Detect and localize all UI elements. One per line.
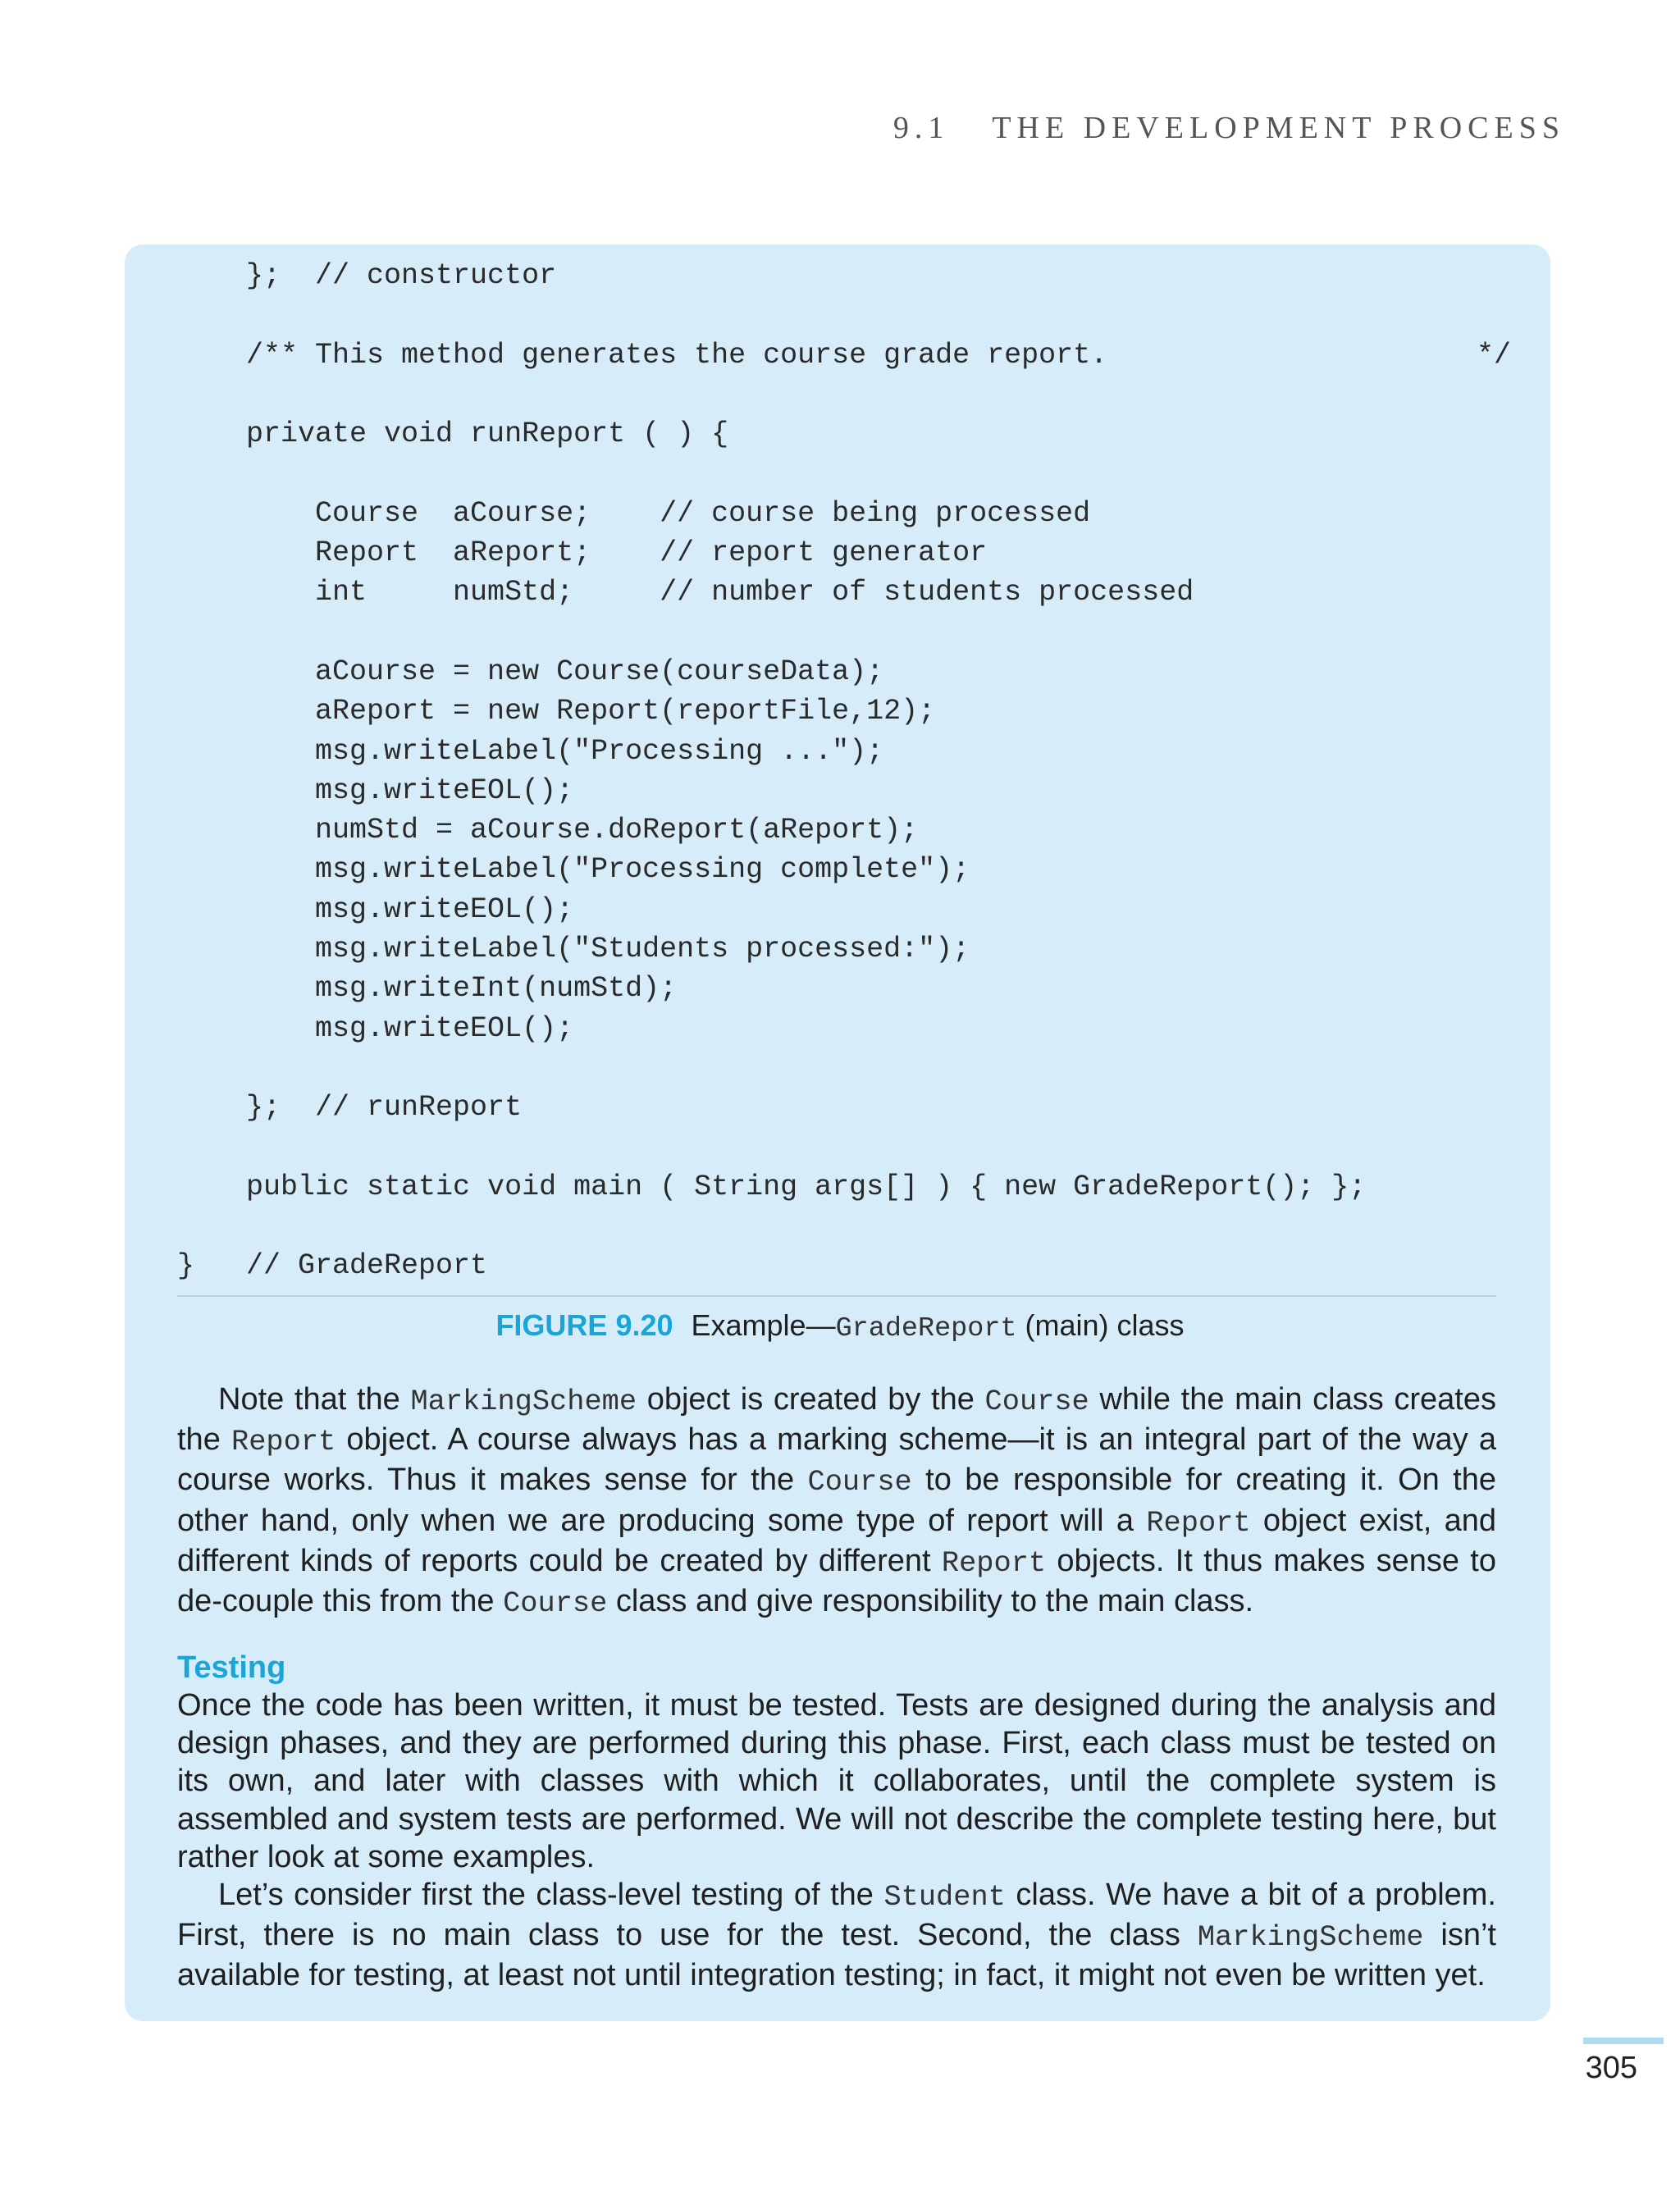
text-run: Note that the xyxy=(218,1382,411,1417)
inline-code: MarkingScheme xyxy=(410,1385,637,1418)
code-line xyxy=(177,1246,1511,1285)
code-line-text: }; // constructor xyxy=(177,259,557,292)
paragraph-markingscheme xyxy=(177,1381,1496,1623)
code-listing xyxy=(177,256,1511,1286)
code-line-text: /** This method generates the course grade report. xyxy=(177,338,1108,372)
code-line xyxy=(177,691,1511,731)
code-line xyxy=(177,1128,1511,1167)
code-line-text: private void runReport ( ) { xyxy=(177,418,729,451)
code-line xyxy=(177,1048,1511,1088)
code-line-text: }; // runReport xyxy=(177,1091,523,1125)
paragraph-1 xyxy=(177,1381,1496,1623)
code-line xyxy=(177,613,1511,652)
text-run: isn’t available for testing, at least not until integration testing; in fact, it might not even be written yet. xyxy=(177,1918,1496,1993)
code-line xyxy=(177,850,1511,889)
code-line-text: aCourse = new Course(courseData); xyxy=(177,655,884,688)
inline-code: Report xyxy=(1146,1506,1251,1540)
code-line-text: int numStd; // number of students processed xyxy=(177,576,1194,609)
page-number-bar xyxy=(1583,2038,1664,2044)
code-line xyxy=(177,414,1511,454)
text-run: while the main class creates the xyxy=(177,1382,1496,1458)
text-run: objects. It thus makes sense to de-couple this from the xyxy=(177,1543,1496,1619)
code-line xyxy=(177,771,1511,810)
caption-rule xyxy=(177,1295,1496,1297)
paragraph-3 xyxy=(177,1876,1496,1995)
inline-code: Report xyxy=(231,1426,336,1459)
code-line xyxy=(177,295,1511,335)
figure-caption xyxy=(0,1308,1680,1347)
code-line xyxy=(177,890,1511,929)
section-number: 9.1 xyxy=(892,111,950,145)
section-heading-testing: Testing xyxy=(177,1650,286,1685)
code-line xyxy=(177,810,1511,850)
caption-prefix: Example— xyxy=(691,1308,836,1342)
code-line xyxy=(177,1207,1511,1246)
code-line xyxy=(177,929,1511,969)
code-line xyxy=(177,256,1511,295)
code-line-text: msg.writeInt(numStd); xyxy=(177,972,678,1006)
code-line-text: msg.writeEOL(); xyxy=(177,774,574,807)
figure-label: FIGURE 9.20 xyxy=(495,1308,673,1342)
text-run: class and give responsibility to the main class. xyxy=(607,1584,1254,1619)
code-line-text: msg.writeLabel("Students processed:"); xyxy=(177,933,970,966)
caption-code: GradeReport xyxy=(835,1313,1017,1344)
text-run: object. A course always has a marking scheme—it is an integral part of the way a course works. Thus it makes sense for the xyxy=(177,1422,1496,1498)
text-run: object is created by the xyxy=(637,1382,985,1417)
code-line-text: public static void main ( String args[] ) { new GradeReport(); }; xyxy=(177,1170,1367,1203)
code-line-text: } // GradeReport xyxy=(177,1249,488,1283)
paragraph-testing xyxy=(177,1686,1496,1995)
code-line-text: Course aCourse; // course being processed xyxy=(177,496,1091,530)
code-line xyxy=(177,1088,1511,1127)
caption-suffix: (main) class xyxy=(1016,1308,1185,1342)
code-line xyxy=(177,732,1511,771)
code-line xyxy=(177,533,1511,573)
text-run: Let’s consider first the class-level testing of the xyxy=(218,1878,884,1913)
inline-code: Report xyxy=(941,1546,1047,1580)
text-run: object exist, and different kinds of reports could be created by different xyxy=(177,1503,1496,1578)
code-line xyxy=(177,573,1511,612)
code-line-text: msg.writeEOL(); xyxy=(177,1011,574,1045)
code-line xyxy=(177,1167,1511,1207)
inline-code: Course xyxy=(503,1587,608,1621)
section-title: THE DEVELOPMENT PROCESS xyxy=(992,111,1565,145)
inline-code: Student xyxy=(883,1881,1006,1915)
code-line-text: msg.writeLabel("Processing complete"); xyxy=(177,853,970,887)
code-comment-close: */ xyxy=(1476,338,1511,372)
code-line-text: numStd = aCourse.doReport(aReport); xyxy=(177,814,919,847)
text-run: Once the code has been written, it must be tested. Tests are designed during the analysis and design phases, and they are performed during this phase. First, each class must be tested on its own, and later with classes with which it collaborates, until the complete system is assembled and system tests are performed. We will not describe the complete testing here, but rather look at some examples. xyxy=(177,1688,1496,1874)
code-line-text: msg.writeEOL(); xyxy=(177,892,574,926)
code-line-text: aReport = new Report(reportFile,12); xyxy=(177,695,936,728)
code-line xyxy=(177,969,1511,1008)
code-line xyxy=(177,375,1511,414)
code-line xyxy=(177,335,1511,375)
inline-code: MarkingScheme xyxy=(1197,1921,1424,1955)
text-run: to be responsible for creating it. On the other hand, only when we are producing some type of report will a xyxy=(177,1463,1497,1538)
inline-code: Course xyxy=(807,1466,912,1499)
inline-code: Course xyxy=(984,1385,1089,1418)
running-header xyxy=(893,110,1565,146)
code-line xyxy=(177,454,1511,493)
code-line-text: Report aReport; // report generator xyxy=(177,536,988,570)
text-run: class. We have a bit of a problem. First, there is no main class to use for the test. Second, the class xyxy=(177,1878,1496,1953)
code-line-text: msg.writeLabel("Processing ..."); xyxy=(177,734,884,768)
code-line xyxy=(177,652,1511,691)
paragraph-2 xyxy=(177,1686,1496,1876)
page-number: 305 xyxy=(1585,2051,1637,2085)
code-line xyxy=(177,494,1511,533)
code-line xyxy=(177,1009,1511,1048)
